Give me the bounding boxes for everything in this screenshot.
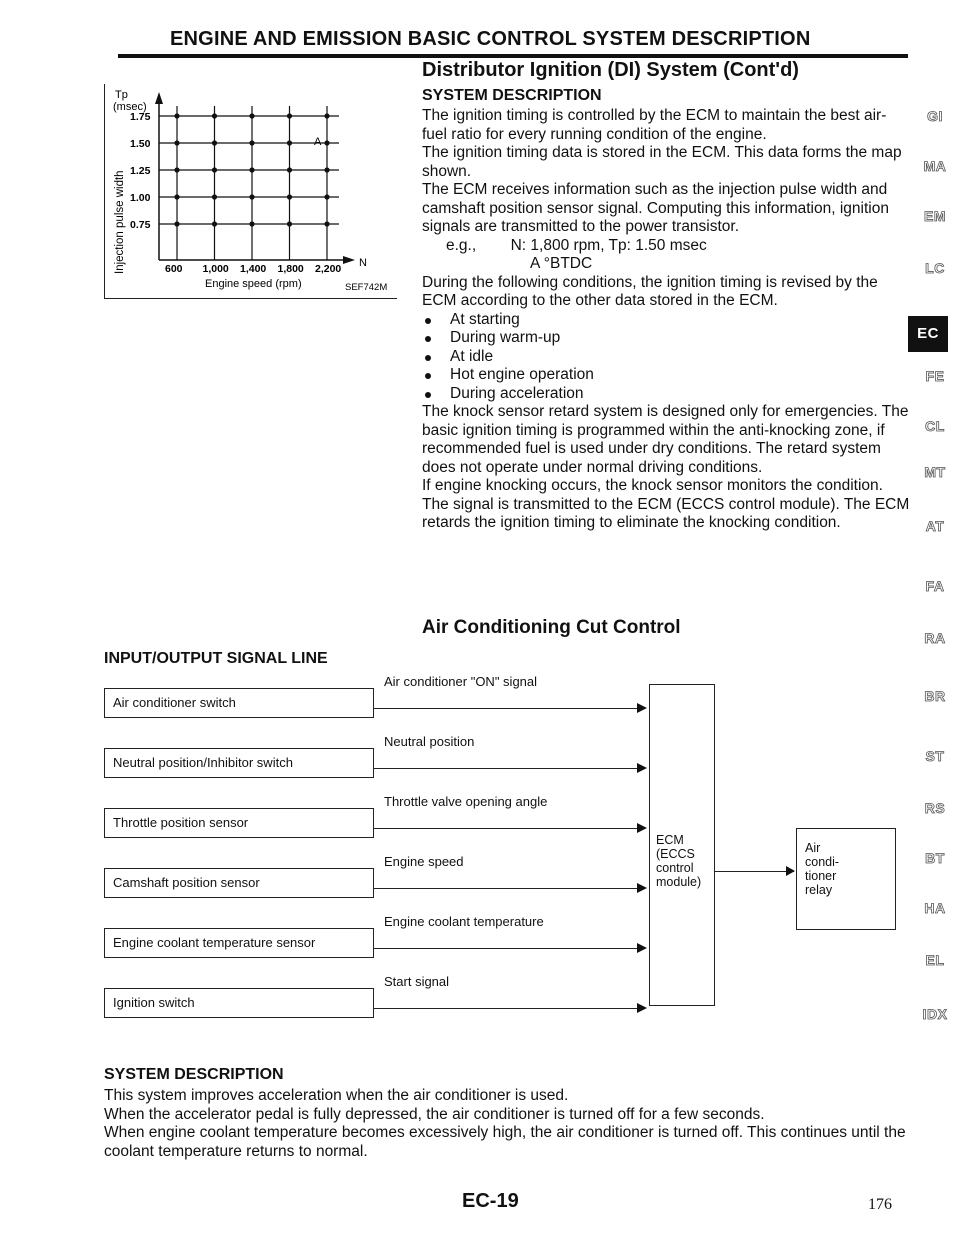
sd-paragraph-3: The ECM receives information such as the injection pulse width and camshaft position sensor signal. Computing this information, ignition signals are transmitted to the power transistor. <box>422 181 889 235</box>
ecm-line: (ECCS <box>656 847 695 861</box>
ac-system-description-body <box>104 1087 912 1161</box>
y-tick-label: 1.75 <box>130 111 151 123</box>
map-point <box>287 167 292 172</box>
io-input-row <box>104 734 649 784</box>
graph-n-label: N <box>359 257 367 269</box>
input-device-box <box>104 688 374 718</box>
section-tab-em[interactable]: EM <box>924 208 946 224</box>
graph-side-label: Injection pulse width <box>114 170 126 274</box>
section-tab-cl[interactable]: CL <box>925 418 945 434</box>
ecm-box <box>649 684 715 1006</box>
map-point <box>174 113 179 118</box>
system-description-heading: SYSTEM DESCRIPTION <box>422 87 602 104</box>
io-input-row <box>104 974 649 1024</box>
section-tab-ha[interactable]: HA <box>924 900 946 916</box>
input-device-box <box>104 808 374 838</box>
io-input-row <box>104 794 649 844</box>
section-tab-rs[interactable]: RS <box>924 800 946 816</box>
map-point <box>249 113 254 118</box>
map-point <box>212 221 217 226</box>
map-point <box>212 140 217 145</box>
page-header-title: ENGINE AND EMISSION BASIC CONTROL SYSTEM DESCRIPTION <box>170 28 811 50</box>
system-description-body <box>422 107 910 533</box>
graph-x-label: Engine speed (rpm) <box>205 278 302 290</box>
map-point <box>287 140 292 145</box>
io-input-row <box>104 674 649 724</box>
sd-paragraph-1: The ignition timing is controlled by the ECM to maintain the best air-fuel ratio for every running condition of the engine. <box>422 107 887 143</box>
input-device-label: Throttle position sensor <box>113 815 249 830</box>
input-signal-label: Start signal <box>384 974 450 989</box>
input-device-box <box>104 868 374 898</box>
input-signal-label: Air conditioner "ON" signal <box>384 674 538 689</box>
condition-item: At idle <box>422 348 910 367</box>
map-point <box>249 167 254 172</box>
graph-figure-code: SEF742M <box>345 282 388 293</box>
map-point <box>249 194 254 199</box>
io-input-row <box>104 914 649 964</box>
input-signal-line <box>374 888 639 889</box>
x-tick-label: 600 <box>165 263 183 275</box>
relay-line: Air <box>805 841 821 855</box>
ac-system-description-heading: SYSTEM DESCRIPTION <box>104 1066 284 1083</box>
map-point <box>174 140 179 145</box>
relay-line: condi- <box>805 855 840 869</box>
ecm-line: ECM <box>656 833 684 847</box>
section-tab-mt[interactable]: MT <box>924 464 946 480</box>
map-point <box>287 194 292 199</box>
section-subtitle: Distributor Ignition (DI) System (Cont'd) <box>422 59 799 81</box>
section-tab-ec[interactable]: EC <box>908 316 948 352</box>
map-point <box>287 113 292 118</box>
input-device-label: Air conditioner switch <box>113 695 236 710</box>
ac-sd-paragraph-1: This system improves acceleration when the air conditioner is used. <box>104 1087 569 1104</box>
ac-sd-paragraph-3: When engine coolant temperature becomes excessively high, the air conditioner is turned off. This continues until the coolant temperature returns to normal. <box>104 1124 906 1160</box>
sd-conditions-list <box>422 311 910 404</box>
io-input-row <box>104 854 649 904</box>
section-tab-fa[interactable]: FA <box>925 578 945 594</box>
input-signal-line <box>374 1008 639 1009</box>
input-signal-line <box>374 708 639 709</box>
section-tab-br[interactable]: BR <box>924 688 946 704</box>
ecm-line: control <box>656 861 694 875</box>
ac-cut-title: Air Conditioning Cut Control <box>422 617 681 638</box>
map-point <box>287 221 292 226</box>
input-device-box <box>104 988 374 1018</box>
condition-item: Hot engine operation <box>422 366 910 385</box>
sd-revised-intro: During the following conditions, the ignition timing is revised by the ECM according to the other data stored in the ECM. <box>422 273 878 309</box>
y-tick-label: 1.25 <box>130 165 151 177</box>
relay-line: relay <box>805 883 833 897</box>
section-tab-ra[interactable]: RA <box>924 630 946 646</box>
graph-unit-label: (msec) <box>113 101 147 113</box>
section-tab-fe[interactable]: FE <box>925 368 945 384</box>
input-arrowhead <box>637 943 647 953</box>
input-signal-label: Throttle valve opening angle <box>384 794 548 809</box>
y-tick-label: 0.75 <box>130 219 151 231</box>
relay-line: tioner <box>805 869 837 883</box>
section-tab-ma[interactable]: MA <box>923 158 947 174</box>
io-signal-diagram <box>104 674 904 1040</box>
x-tick-label: 2,200 <box>315 263 342 275</box>
section-tab-bt[interactable]: BT <box>925 850 945 866</box>
input-device-label: Camshaft position sensor <box>113 875 260 890</box>
section-tab-el[interactable]: EL <box>925 952 945 968</box>
input-signal-line <box>374 948 639 949</box>
input-arrowhead <box>637 703 647 713</box>
input-arrowhead <box>637 1003 647 1013</box>
section-tab-lc[interactable]: LC <box>925 260 945 276</box>
input-device-label: Engine coolant temperature sensor <box>113 935 316 950</box>
ignition-map-figure <box>104 84 397 299</box>
input-signal-line <box>374 768 639 769</box>
map-point <box>324 140 329 145</box>
map-point <box>324 221 329 226</box>
x-tick-label: 1,400 <box>240 263 267 275</box>
section-tabs <box>900 100 960 1060</box>
section-tab-idx[interactable]: IDX <box>922 1006 948 1022</box>
section-tab-at[interactable]: AT <box>925 518 945 534</box>
graph-tp-label: Tp <box>115 89 128 101</box>
map-point <box>212 194 217 199</box>
input-signal-label: Neutral position <box>384 734 475 749</box>
input-signal-label: Engine coolant temperature <box>384 914 544 929</box>
map-point <box>174 167 179 172</box>
ac-sd-paragraph-2: When the accelerator pedal is fully depressed, the air conditioner is turned off for a few seconds. <box>104 1105 765 1123</box>
map-point <box>174 194 179 199</box>
y-tick-label: 1.00 <box>130 192 151 204</box>
footer-page-code: EC-19 <box>462 1190 519 1212</box>
x-tick-label: 1,000 <box>202 263 229 275</box>
sd-knock-paragraph-2: If engine knocking occurs, the knock sensor monitors the condition. The signal is transmitted to the ECM (ECCS control module). The ECM retards the ignition timing to eliminate the knocking condition. <box>422 477 910 531</box>
input-signal-label: Engine speed <box>384 854 464 869</box>
ecm-line: module) <box>656 875 702 889</box>
section-tab-st[interactable]: ST <box>925 748 945 764</box>
sd-example-line-2: A °BTDC <box>530 255 593 272</box>
y-tick-label: 1.50 <box>130 138 151 150</box>
condition-item: During warm-up <box>422 329 910 348</box>
header-rule <box>118 54 908 58</box>
input-arrowhead <box>637 823 647 833</box>
map-point <box>174 221 179 226</box>
condition-item: During acceleration <box>422 385 910 404</box>
ignition-map-svg <box>105 84 397 298</box>
input-device-box <box>104 748 374 778</box>
sd-example-line-1: e.g., N: 1,800 rpm, Tp: 1.50 msec <box>446 236 707 254</box>
graph-point-a-label: A <box>314 136 322 148</box>
io-signal-heading: INPUT/OUTPUT SIGNAL LINE <box>104 650 328 667</box>
sd-paragraph-2: The ignition timing data is stored in the ECM. This data forms the map shown. <box>422 144 902 180</box>
input-arrowhead <box>637 763 647 773</box>
map-point <box>324 113 329 118</box>
map-point <box>212 167 217 172</box>
input-arrowhead <box>637 883 647 893</box>
footer-page-number: 176 <box>868 1196 892 1213</box>
ecm-to-relay-line <box>714 871 794 872</box>
ac-relay-box <box>796 828 896 930</box>
input-signal-line <box>374 828 639 829</box>
input-device-label: Neutral position/Inhibitor switch <box>113 755 293 770</box>
input-device-box <box>104 928 374 958</box>
map-point <box>324 167 329 172</box>
map-point <box>324 194 329 199</box>
sd-knock-paragraph-1: The knock sensor retard system is designed only for emergencies. The basic ignition timing is programmed within the anti-knocking zone, if recommended fuel is used under dry conditions. The retard system does not operate under normal driving conditions. <box>422 403 909 476</box>
condition-item: At starting <box>422 311 910 330</box>
map-point <box>212 113 217 118</box>
x-tick-label: 1,800 <box>277 263 304 275</box>
section-tab-gi[interactable]: GI <box>927 108 943 124</box>
relay-arrowhead <box>786 866 795 876</box>
map-point <box>249 221 254 226</box>
input-device-label: Ignition switch <box>113 995 195 1010</box>
map-point <box>249 140 254 145</box>
